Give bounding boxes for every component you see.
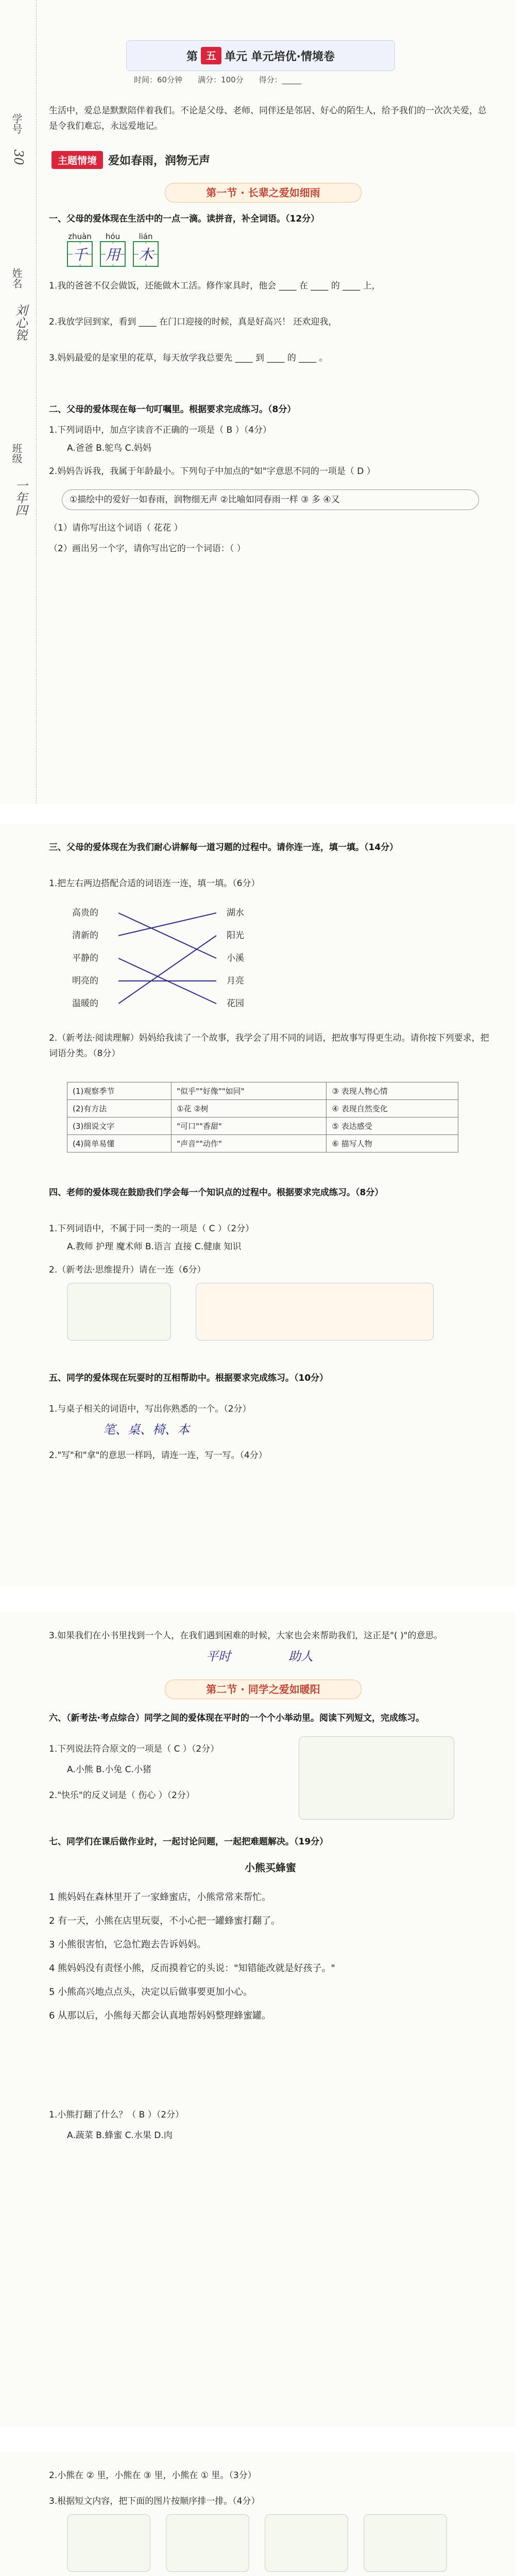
worksheet-page-4 — [0, 2452, 515, 2576]
story-paragraph: 1 熊妈妈在森林里开了一家蜂蜜店，小熊常常来帮忙。 — [49, 1892, 271, 1903]
question-7: 七、同学们在课后做作业时，一起讨论问题，一起把难题解决。（19分） — [49, 1837, 329, 1847]
score-field: 得分：_____ — [259, 75, 302, 84]
story-text — [49, 1886, 492, 2028]
handwritten-answer: 助人 — [288, 1649, 313, 1664]
gutter-handwriting: 一年四 — [13, 479, 27, 516]
matching-area — [72, 902, 443, 1020]
table-row: (3)细说文字 "可口""香甜" ⑤ 表达感受 — [67, 1117, 458, 1135]
left-word: 温暖的 — [72, 998, 98, 1009]
question-5-3: 3.如果我们在小书里找到一个人，在我们遇到困难的时候，大家也会来帮助我们，这正是"( )"的意思。 — [49, 1631, 443, 1641]
table-row: (2)有方法 ①花 ②树 ④ 表现自然变化 — [67, 1100, 458, 1117]
right-word: 花园 — [227, 998, 244, 1009]
question-1-line: 1.我的爸爸不仅会做饭，还能做木工活。修作家具时，他会 ____ 在 ____ 的 ____ 上， — [49, 281, 381, 291]
question-7-3: 3.根据短文内容，把下面的图片按顺序排一排。（4分） — [49, 2496, 260, 2506]
exam-meta — [134, 74, 402, 85]
pinyin-cell: lián 木 — [133, 232, 159, 267]
worksheet-title — [126, 40, 395, 71]
question-2-sub: （2）画出另一个字，请你写出它的一个词语：（ ） — [49, 544, 246, 554]
table-row: (1)观察季节 "似乎""好像""如同" ③ 表现人物心情 — [67, 1082, 458, 1100]
gutter-handwriting: 刘心锐 — [13, 304, 27, 341]
pinyin-cell: hóu 用 — [100, 232, 126, 267]
right-word: 月亮 — [227, 976, 244, 986]
question-stem: 一、父母的爱体现在生活中的一点一滴。读拼音，补全词语。（12分） — [49, 214, 320, 224]
theme-text: 爱如春雨，润物无声 — [108, 154, 211, 167]
full-score: 满分：100分 — [198, 75, 244, 84]
gutter-handwriting: 30 — [11, 149, 26, 165]
question-2-box: ①描绘中的爱好一如春雨，润物细无声 ②比喻如同春雨一样 ③ 多 ④又 — [62, 489, 479, 510]
question-6: 六、（新考法·考点综合）同学之间的爱体现在平时的一个个小举动里。阅读下列短文，完成练习。 — [49, 1713, 424, 1723]
picture-row — [67, 2514, 458, 2576]
handwritten-answer: 笔、桌、椅、本 — [103, 1422, 190, 1437]
picture-card — [265, 2514, 348, 2572]
table-row: (4)简单易懂 "声音""动作" ⑥ 描写人物 — [67, 1135, 458, 1153]
story-paragraph: 4 熊妈妈没有责怪小熊，反而摸着它的头说："知错能改就是好孩子。" — [49, 1963, 335, 1974]
left-word: 清新的 — [72, 930, 98, 941]
question-6-1: 1.下列说法符合原文的一项是（ C ）（2分） — [49, 1744, 219, 1754]
section-heading: 第一节 · 长辈之爱如细雨 — [165, 183, 362, 202]
classification-table — [67, 1082, 458, 1153]
question-3-2: 2.（新考法·阅读理解）妈妈给我读了一个故事，我学会了用不同的词语，把故事写得更生动。请你按下列要求，把词语分类。（8分） — [49, 1033, 489, 1059]
story-paragraph: 2 有一天，小熊在店里玩耍，不小心把一罐蜂蜜打翻了。 — [49, 1916, 281, 1926]
bee-illustration — [196, 1283, 434, 1341]
picture-card — [166, 2514, 249, 2572]
section-heading: 第二节 · 同学之爱如暖阳 — [165, 1680, 362, 1699]
question-2: 二、父母的爱体现在每一句叮嘱里。根据要求完成练习。（8分） — [49, 404, 296, 415]
worksheet-page-1 — [0, 0, 515, 804]
left-word: 平静的 — [72, 953, 98, 963]
question-3-1: 1.把左右两边搭配合适的词语连一连，填一填。（6分） — [49, 878, 260, 889]
title-prefix: 第 — [186, 50, 198, 63]
gutter-label: 学号 — [10, 113, 23, 134]
right-word-list — [227, 902, 244, 1015]
question-4: 四、老师的爱体现在鼓励我们学会每一个知识点的过程中。根据要求完成练习。（8分） — [49, 1188, 384, 1198]
question-4-1: 1.下列词语中，不属于同一类的一项是（ C ）（2分） — [49, 1224, 254, 1234]
answer-box[interactable]: 用 — [100, 241, 126, 267]
right-word: 小溪 — [227, 953, 244, 963]
question-6-options: A.小熊 B.小兔 C.小猪 — [67, 1765, 151, 1775]
question-2-2: 2.妈妈告诉我，我属于年龄最小。下列句子中加点的"如"字意思不同的一项是（ D ） — [49, 466, 375, 477]
question-3: 三、父母的爱体现在为我们耐心讲解每一道习题的过程中。请你连一连，填一填。（14分） — [49, 842, 399, 853]
question-1-line: 3.妈妈最爱的是家里的花草，每天放学我总要先 ____ 到 ____ 的 ____ 。 — [49, 353, 328, 363]
question-1 — [49, 211, 492, 227]
left-word: 明亮的 — [72, 976, 98, 986]
answer-box[interactable]: 千 — [67, 241, 93, 267]
question-6-2: 2."快乐"的反义词是（ 伤心 ）（2分） — [49, 1790, 195, 1801]
question-5: 五、同学的爱体现在玩耍时的互相帮助中。根据要求完成练习。（10分） — [49, 1373, 329, 1383]
pinyin-boxes-row-1 — [67, 232, 159, 267]
left-word: 高贵的 — [72, 908, 98, 918]
right-word: 阳光 — [227, 930, 244, 941]
picture-card — [364, 2514, 447, 2572]
intro-paragraph: 生活中，爱总是默默陪伴着我们。不论是父母、老师、同伴还是邻居、好心的陌生人，给予我们的一次次关爱，总是令我们难忘，永远爱地记。 — [49, 106, 487, 131]
question-2-sub: （1）请你写出这个词语（ 花花 ） — [49, 523, 183, 533]
question-7-1: 1.小熊打翻了什么？（ B ）（2分） — [49, 2110, 184, 2120]
question-7-options: A.蔬菜 B.蜂蜜 C.水果 D.肉 — [67, 2130, 173, 2141]
option-box-image — [67, 1283, 171, 1341]
question-5-1: 1.与桌子相关的词语中，写出你熟悉的一个。（2分） — [49, 1404, 251, 1414]
question-1-line: 2.我放学回到家，看到 ____ 在门口迎接的时候，真是好高兴！ 还欢迎我， — [49, 317, 337, 327]
pinyin-cell: zhuàn 千 — [67, 232, 93, 267]
binding-gutter — [0, 0, 37, 804]
worksheet-page-2 — [0, 824, 515, 1587]
gutter-label: 姓名 — [10, 268, 23, 289]
question-4-2: 2.（新考法·思维提升）请在一连（6分） — [49, 1265, 206, 1275]
story-paragraph: 6 从那以后，小熊每天都会认真地帮妈妈整理蜂蜜罐。 — [49, 2010, 271, 2021]
question-2-1: 1.下列词语中，加点字读音不正确的一项是（ B ）（4分） — [49, 425, 272, 435]
handwritten-answer: 平时 — [206, 1649, 231, 1664]
question-2-options: A.爸爸 B.鸵鸟 C.妈妈 — [67, 443, 151, 453]
theme-banner — [52, 149, 210, 170]
title-suffix: 单元 单元培优·情境卷 — [224, 50, 335, 63]
question-5-2: 2."写"和"拿"的意思一样吗，请连一连，写一写。（4分） — [49, 1450, 267, 1461]
time-limit: 时间：60分钟 — [134, 75, 183, 84]
gutter-label: 班级 — [10, 443, 23, 464]
question-4-options: A.教师 护理 魔术师 B.语言 直接 C.健康 知识 — [67, 1242, 242, 1252]
left-word-list — [72, 902, 98, 1015]
right-word: 湖水 — [227, 908, 244, 918]
story-paragraph: 5 小熊高兴地点点头，决定以后做事要更加小心。 — [49, 1987, 253, 1997]
theme-tag: 主题情境 — [52, 151, 103, 169]
worksheet-page-3 — [0, 1613, 515, 2427]
story-paragraph: 3 小熊很害怕，它急忙跑去告诉妈妈。 — [49, 1939, 207, 1950]
answer-box[interactable]: 木 — [133, 241, 159, 267]
reading-card-image — [299, 1736, 454, 1820]
unit-number: 五 — [201, 47, 221, 64]
story-title: 小熊买蜂蜜 — [245, 1861, 296, 1874]
matching-lines — [118, 907, 221, 1015]
picture-card — [67, 2514, 150, 2572]
question-7-2: 2.小熊在 ② 里，小熊在 ③ 里，小熊在 ① 里。（3分） — [49, 2470, 256, 2481]
